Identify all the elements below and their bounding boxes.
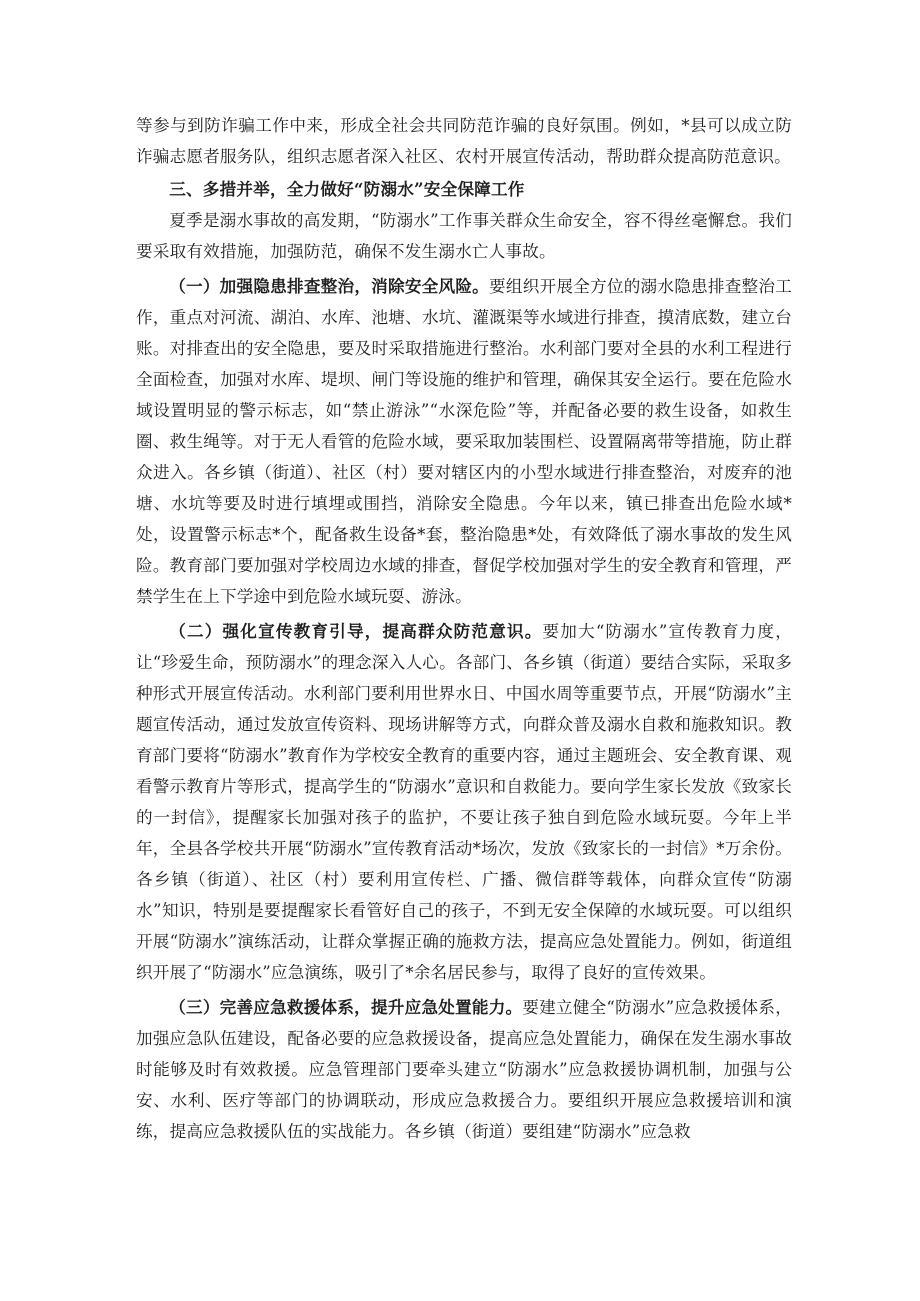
- item-paragraph-3: [136, 992, 792, 1147]
- section-intro-paragraph: 夏季是溺水事故的高发期，“防溺水”工作事关群众生命安全，容不得丝毫懈怠。我们要采取有效措施，加强防范，确保不发生溺水亡人事故。: [136, 211, 792, 261]
- item-title-3: （三）完善应急救援体系，提升应急处置能力。: [169, 997, 523, 1017]
- item-paragraph-1: [136, 271, 792, 612]
- item-title-1: （一）加强隐患排查整治，消除安全风险。: [169, 276, 490, 296]
- item-body-1: 要组织开展全方位的溺水隐患排查整治工作，重点对河流、湖泊、水库、池塘、水坑、灌溉渠等水域进行排查，摸清底数，建立台账。对排查出的安全隐患，要及时采取措施进行整治。水利部门要对全县的水利工程进行全面检查，加强对水库、堤坝、闸门等设施的维护和管理，确保其安全运行。要在危险水域设置明显的警示标志，如“禁止游泳”“水深危险”等，并配备必要的救生设备，如救生圈、救生绳等。对于无人看管的危险水域，要采取加装围栏、设置隔离带等措施，防止群众进入。各乡镇（街道）、社区（村）要对辖区内的小型水域进行排查整治，对废弃的池塘、水坑等要及时进行填埋或围挡，消除安全隐患。今年以来，镇已排查出危险水域*处，设置警示标志*个，配备救生设备*套，整治隐患*处，有效降低了溺水事故的发生风险。教育部门要加强对学校周边水域的排查，督促学校加强对学生的安全教育和管理，严禁学生在上下学途中到危险水域玩耍、游泳。: [136, 277, 792, 606]
- section-heading: 三、多措并举，全力做好“防溺水”安全保障工作: [169, 179, 525, 199]
- item-paragraph-2: [136, 616, 792, 988]
- document-page: [136, 110, 792, 1147]
- item-body-3: 要建立健全“防溺水”应急救援体系，加强应急队伍建设，配备必要的应急救援设备，提高应急处置能力，确保在发生溺水事故时能够及时有效救援。应急管理部门要牵头建立“防溺水”应急救援协调机制，加强与公安、水利、医疗等部门的协调联动，形成应急救援合力。要组织开展应急救援培训和演练，提高应急救援队伍的实战能力。各乡镇（街道）要组建“防溺水”应急救: [136, 998, 792, 1141]
- item-title-2: （二）强化宣传教育引导，提高群众防范意识。: [169, 621, 543, 641]
- intro-paragraph: 等参与到防诈骗工作中来，形成全社会共同防范诈骗的良好氛围。例如，*县可以成立防诈骗志愿者服务队，组织志愿者深入社区、农村开展宣传活动，帮助群众提高防范意识。: [136, 116, 792, 166]
- item-body-2: 要加大“防溺水”宣传教育力度，让“珍爱生命，预防溺水”的理念深入人心。各部门、各乡镇（街道）要结合实际，采取多种形式开展宣传活动。水利部门要利用世界水日、中国水周等重要节点，开展“防溺水”主题宣传活动，通过发放宣传资料、现场讲解等方式，向群众普及溺水自救和施救知识。教育部门要将“防溺水”教育作为学校安全教育的重要内容，通过主题班会、安全教育课、观看警示教育片等形式，提高学生的“防溺水”意识和自救能力。要向学生家长发放《致家长的一封信》，提醒家长加强对孩子的监护，不要让孩子独自到危险水域玩耍。今年上半年，全县各学校共开展“防溺水”宣传教育活动*场次，发放《致家长的一封信》*万余份。各乡镇（街道）、社区（村）要利用宣传栏、广播、微信群等载体，向群众宣传“防溺水”知识，特别是要提醒家长看管好自己的孩子，不到无安全保障的水域玩耍。可以组织开展“防溺水”演练活动，让群众掌握正确的施救方法，提高应急处置能力。例如，街道组织开展了“防溺水”应急演练，吸引了*余名居民参与，取得了良好的宣传效果。: [136, 622, 792, 982]
